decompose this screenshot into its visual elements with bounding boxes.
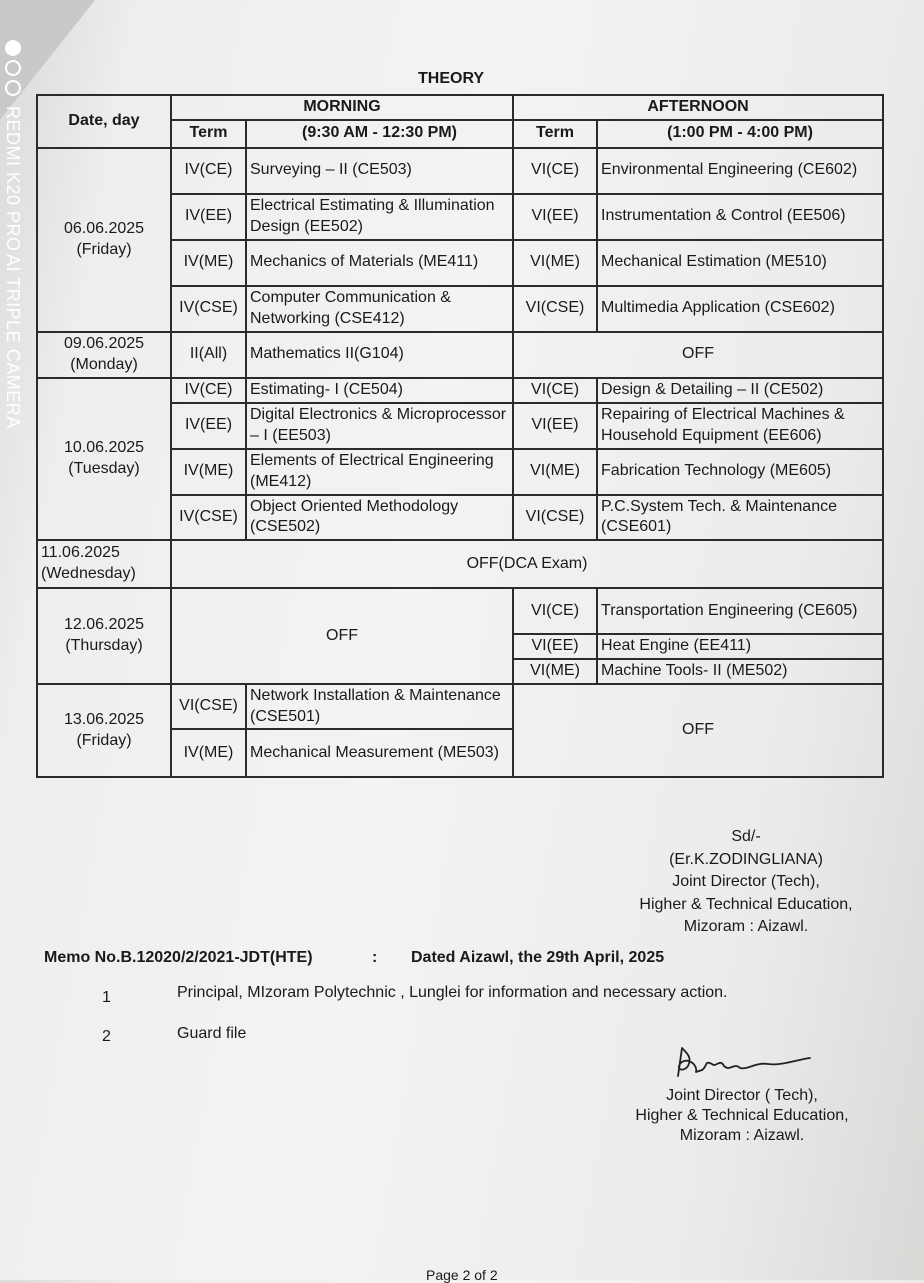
afternoon-term: VI(EE) xyxy=(513,194,597,240)
table-row xyxy=(37,148,883,194)
table-row xyxy=(37,332,883,378)
date-cell xyxy=(37,148,171,332)
morning-off: OFF xyxy=(171,588,513,684)
morning-subject: Network Installation & Maintenance (CSE501) xyxy=(246,684,513,730)
afternoon-subject: Transportation Engineering (CE605) xyxy=(597,588,883,634)
watermark-model: REDMI K20 PRO xyxy=(3,106,23,252)
morning-term: IV(CE) xyxy=(171,378,246,403)
footer-office: Higher & Technical Education, xyxy=(635,1107,849,1124)
afternoon-subject: Design & Detailing – II (CE502) xyxy=(597,378,883,403)
table-row xyxy=(37,684,883,730)
signatory-name: (Er.K.ZODINGLIANA) xyxy=(669,850,823,868)
afternoon-subject: Environmental Engineering (CE602) xyxy=(597,148,883,194)
morning-term: IV(CE) xyxy=(171,148,246,194)
exam-day: (Friday) xyxy=(76,731,132,749)
memo-number: Memo No.B.12020/2/2021-JDT(HTE) xyxy=(44,949,313,966)
signatory-sd: Sd/- xyxy=(731,828,761,845)
afternoon-subject: Fabrication Technology (ME605) xyxy=(597,449,883,495)
morning-subject: Elements of Electrical Engineering (ME412) xyxy=(246,449,513,495)
exam-day: (Thursday) xyxy=(65,636,143,654)
date-cell xyxy=(37,540,171,588)
afternoon-term: VI(CE) xyxy=(513,148,597,194)
afternoon-term: VI(ME) xyxy=(513,240,597,286)
morning-subject: Digital Electronics & Microprocessor – I (EE503) xyxy=(246,403,513,449)
timetable xyxy=(36,94,884,778)
afternoon-term: VI(CSE) xyxy=(513,495,597,541)
afternoon-term: VI(CSE) xyxy=(513,286,597,332)
morning-subject: Mechanics of Materials (ME411) xyxy=(246,240,513,286)
morning-term: IV(CSE) xyxy=(171,495,246,541)
afternoon-term: VI(EE) xyxy=(513,634,597,659)
signatory-office: Higher & Technical Education, xyxy=(639,895,853,913)
afternoon-term: VI(ME) xyxy=(513,449,597,495)
date-cell xyxy=(37,332,171,378)
camera-watermark xyxy=(4,40,22,428)
morning-term: IV(ME) xyxy=(171,729,246,777)
morning-term: IV(ME) xyxy=(171,449,246,495)
exam-date: 06.06.2025 xyxy=(63,220,145,237)
afternoon-subject: Instrumentation & Control (EE506) xyxy=(597,194,883,240)
morning-term: II(All) xyxy=(171,332,246,378)
footer-designation: Joint Director ( Tech), xyxy=(666,1087,818,1104)
morning-subject: Mechanical Measurement (ME503) xyxy=(246,729,513,777)
table-row xyxy=(37,588,883,634)
exam-day: (Tuesday) xyxy=(68,459,140,477)
copy-number: 2 xyxy=(102,1028,111,1045)
exam-day: (Friday) xyxy=(76,240,132,258)
morning-subject: Computer Communication & Networking (CSE412) xyxy=(246,286,513,332)
afternoon-term: VI(CE) xyxy=(513,378,597,403)
exam-date: 10.06.2025 xyxy=(63,439,145,457)
copy-number: 1 xyxy=(102,989,111,1006)
morning-subject: Surveying – II (CE503) xyxy=(246,148,513,194)
morning-term: VI(CSE) xyxy=(171,684,246,730)
date-cell xyxy=(37,588,171,684)
afternoon-subject: Mechanical Estimation (ME510) xyxy=(597,240,883,286)
morning-term: IV(EE) xyxy=(171,403,246,449)
full-day-off: OFF(DCA Exam) xyxy=(171,540,883,588)
table-row xyxy=(37,378,883,403)
exam-date: 12.06.2025 xyxy=(63,616,145,634)
afternoon-term: VI(EE) xyxy=(513,403,597,449)
afternoon-subject: Multimedia Application (CSE602) xyxy=(597,286,883,332)
morning-subject: Electrical Estimating & Illumination Design (EE502) xyxy=(246,194,513,240)
footer-place: Mizoram : Aizawl. xyxy=(679,1127,805,1144)
afternoon-subject: Machine Tools- II (ME502) xyxy=(597,659,883,684)
watermark-camera: AI TRIPLE CAMERA xyxy=(3,253,23,429)
morning-header: MORNING xyxy=(171,95,513,120)
afternoon-off: OFF xyxy=(513,332,883,378)
afternoon-term: VI(CE) xyxy=(513,588,597,634)
exam-date: 11.06.2025 xyxy=(41,544,120,562)
morning-term-header: Term xyxy=(171,120,246,148)
exam-date: 13.06.2025 xyxy=(63,710,145,728)
date-cell xyxy=(37,684,171,778)
date-cell xyxy=(37,378,171,540)
signatory-block xyxy=(626,826,866,939)
signatory-designation: Joint Director (Tech), xyxy=(672,873,820,890)
afternoon-term: VI(ME) xyxy=(513,659,597,684)
exam-date: 09.06.2025 xyxy=(63,335,145,352)
afternoon-subject: P.C.System Tech. & Maintenance (CSE601) xyxy=(597,495,883,541)
memo-dated: Dated Aizawl, the 29th April, 2025 xyxy=(411,949,665,966)
date-day-header: Date, day xyxy=(37,95,171,148)
table-row xyxy=(37,540,883,588)
copy-recipient: Guard file xyxy=(177,1025,247,1042)
afternoon-term-header: Term xyxy=(513,120,597,148)
footer-signatory-block xyxy=(624,1086,860,1146)
copy-recipient: Principal, MIzoram Polytechnic , Lunglei for information and necessary action. xyxy=(177,984,728,1001)
morning-subject: Mathematics II(G104) xyxy=(246,332,513,378)
afternoon-subject: Repairing of Electrical Machines & Household Equipment (EE606) xyxy=(597,403,883,449)
handwritten-signature xyxy=(668,1040,818,1084)
afternoon-subject: Heat Engine (EE411) xyxy=(597,634,883,659)
exam-day: (Wednesday) xyxy=(41,565,136,583)
morning-term: IV(EE) xyxy=(171,194,246,240)
signatory-place: Mizoram : Aizawl. xyxy=(683,918,809,935)
morning-subject: Estimating- I (CE504) xyxy=(246,378,513,403)
morning-term: IV(CSE) xyxy=(171,286,246,332)
page-title: THEORY xyxy=(418,70,485,87)
memo-separator: : xyxy=(372,949,378,966)
afternoon-off: OFF xyxy=(513,684,883,778)
morning-time-header: (9:30 AM - 12:30 PM) xyxy=(246,120,513,148)
afternoon-header: AFTERNOON xyxy=(513,95,883,120)
morning-term: IV(ME) xyxy=(171,240,246,286)
afternoon-time-header: (1:00 PM - 4:00 PM) xyxy=(597,120,883,148)
exam-day: (Monday) xyxy=(70,355,138,373)
camera-lens-icon xyxy=(5,40,21,96)
page-number: Page 2 of 2 xyxy=(426,1267,498,1283)
morning-subject: Object Oriented Methodology (CSE502) xyxy=(246,495,513,541)
